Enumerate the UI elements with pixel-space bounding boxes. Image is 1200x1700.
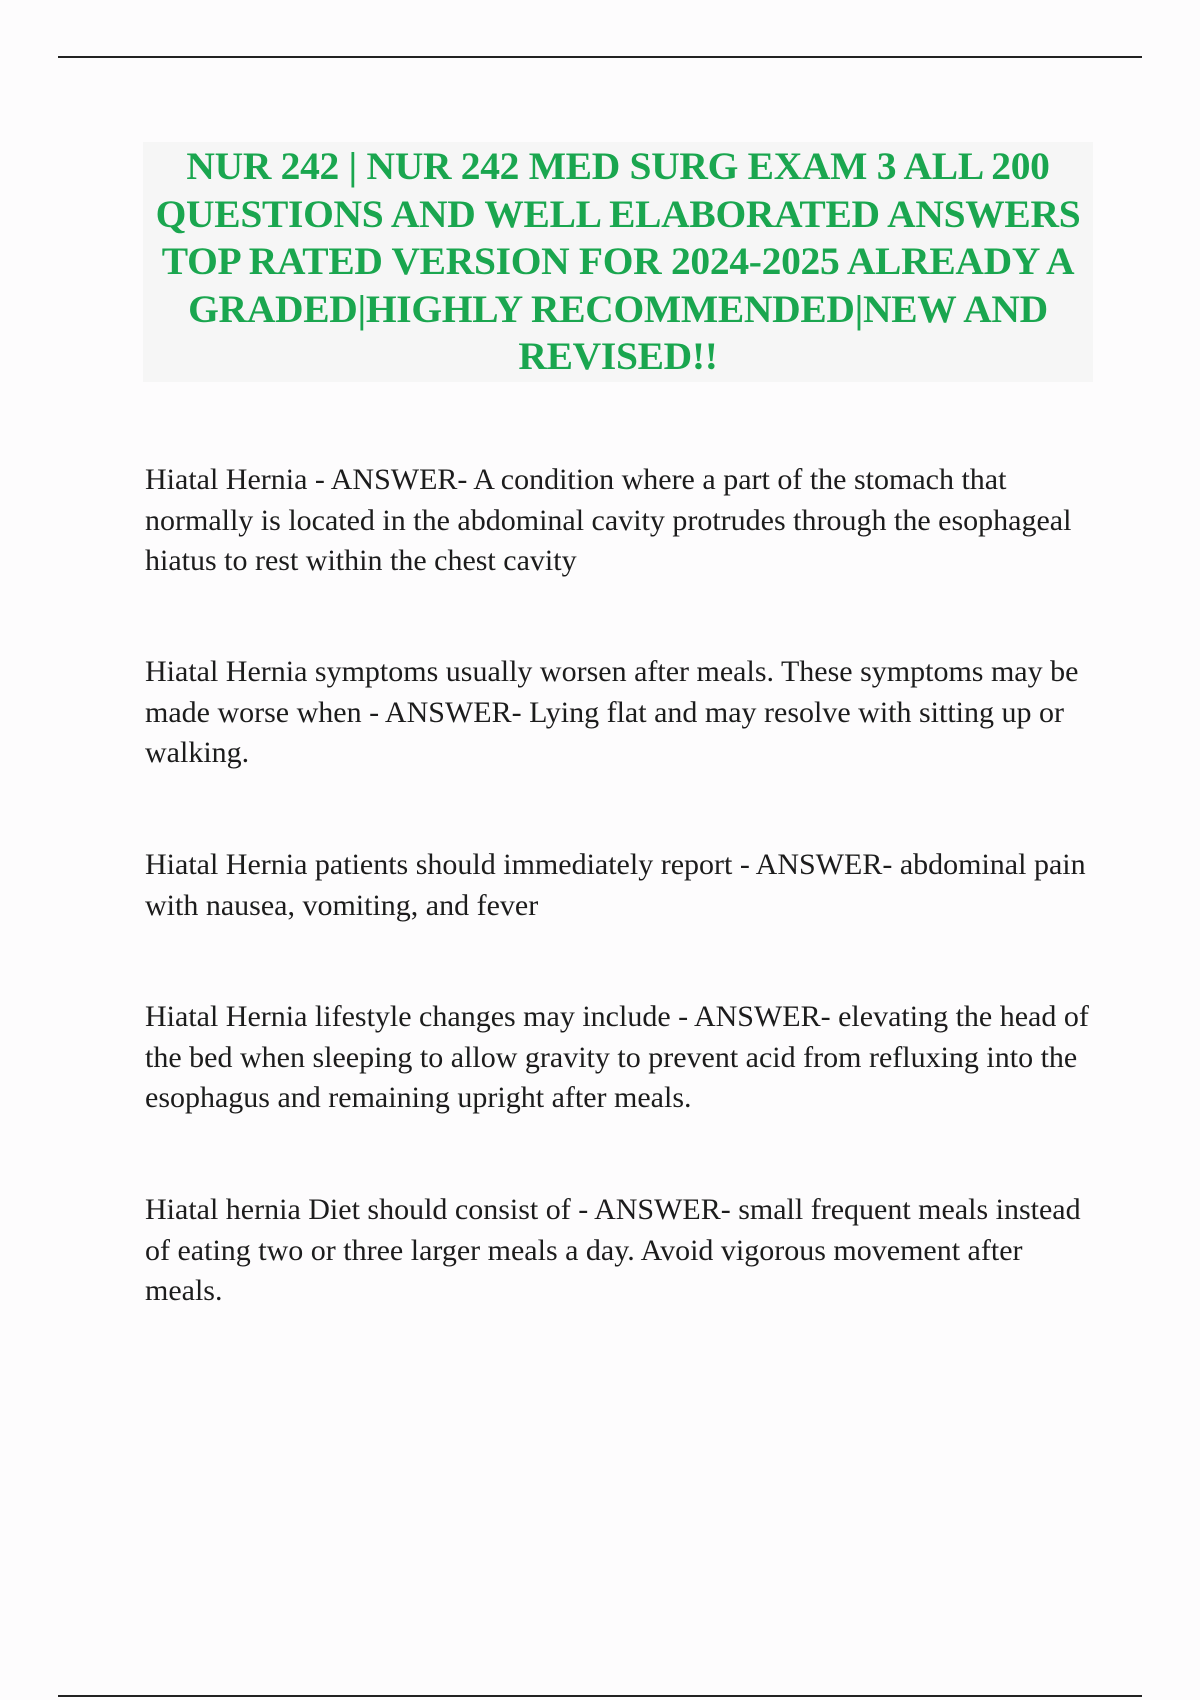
title-banner: [143, 142, 1093, 382]
bottom-divider: [58, 1695, 1142, 1697]
qa-item: Hiatal Hernia patients should immediately report - ANSWER- abdominal pain with nausea, vomiting, and fever: [145, 848, 1086, 922]
top-divider: [58, 56, 1142, 58]
qa-item: Hiatal Hernia - ANSWER- A condition where a part of the stomach that normally is located in the abdominal cavity protrudes through the esophageal hiatus to rest within the chest cavity: [145, 463, 1072, 577]
qa-item: Hiatal Hernia lifestyle changes may include - ANSWER- elevating the head of the bed when sleeping to allow gravity to prevent acid from refluxing into the esophagus and remaining upright after meals.: [145, 1000, 1089, 1114]
document-title: NUR 242 | NUR 242 MED SURG EXAM 3 ALL 200 QUESTIONS AND WELL ELABORATED ANSWERS TOP RATED VERSION FOR 2024-2025 ALREADY A GRADED|HIGHLY RECOMMENDED|NEW AND REVISED!!: [155, 144, 1081, 379]
qa-item: Hiatal hernia Diet should consist of - ANSWER- small frequent meals instead of eating two or three larger meals a day. Avoid vigorous movement after meals.: [145, 1193, 1081, 1307]
qa-item: Hiatal Hernia symptoms usually worsen after meals. These symptoms may be made worse when - ANSWER- Lying flat and may resolve with sitting up or walking.: [145, 655, 1079, 769]
